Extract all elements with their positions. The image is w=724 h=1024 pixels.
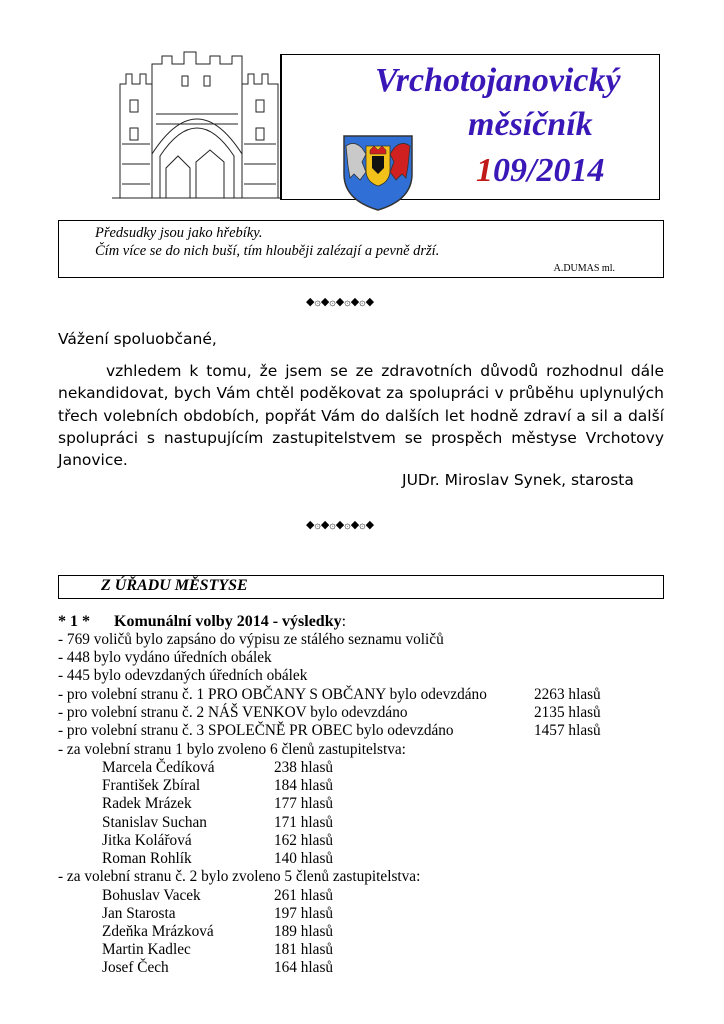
results-title-suffix: : <box>341 613 347 630</box>
item-number: * 1 * <box>58 613 90 630</box>
party-result-votes: 1457 hlasů <box>534 722 601 739</box>
quote-author: A.DUMAS ml. <box>553 263 615 274</box>
coat-of-arms-icon <box>340 132 416 212</box>
candidate-votes: 261 hlasů <box>274 887 334 904</box>
party-result-votes: 2263 hlasů <box>534 686 601 703</box>
results-heading <box>58 613 346 631</box>
quote-line-2: Čím více se do nich buší, tím hlouběji zalézají a pevně drží. <box>95 243 440 259</box>
letter-body: vzhledem k tomu, že jsem se ze zdravotních důvodů rozhodnul dále nekandidovat, bych Vám chtěl poděkovat za spolupráci v průběhu uplynulých třech volebních obdobích, popřát Vám do dalších let hodně zdraví a sil a další spolupráci s nastupujícím zastupitelstvem se prospěch městyse Vrchotovy Janovice. <box>58 362 664 470</box>
ornament-divider: ◆۞◆۞◆۞◆۞◆ <box>306 295 375 308</box>
candidate-votes: 197 hlasů <box>274 905 334 922</box>
issue-number <box>476 152 604 190</box>
list-item: - 769 voličů bylo zapsáno do výpisu ze stálého seznamu voličů <box>58 631 444 648</box>
candidate-name: Josef Čech <box>102 959 169 976</box>
letter-greeting: Vážení spoluobčané, <box>58 330 217 348</box>
candidate-votes: 184 hlasů <box>274 777 334 794</box>
party-result-votes: 2135 hlasů <box>534 704 601 721</box>
list-item: - 445 bylo odevzdaných úředních obálek <box>58 667 308 684</box>
results-title: Komunální volby 2014 - výsledky <box>114 613 342 630</box>
title-frame-left-border <box>280 54 282 200</box>
quote-line-1: Předsudky jsou jako hřebíky. <box>95 225 263 241</box>
candidate-name: Radek Mrázek <box>102 795 192 812</box>
candidate-name: Roman Rohlík <box>102 850 192 867</box>
candidate-votes: 140 hlasů <box>274 850 334 867</box>
castle-gate-illustration <box>112 44 282 204</box>
section-header <box>58 575 664 599</box>
candidate-votes: 171 hlasů <box>274 814 334 831</box>
candidate-votes: 177 hlasů <box>274 795 334 812</box>
ornament-divider: ◆۞◆۞◆۞◆۞◆ <box>306 518 375 531</box>
candidate-name: Stanislav Suchan <box>102 814 207 831</box>
candidate-name: Martin Kadlec <box>102 941 191 958</box>
newsletter-title-line1: Vrchotojanovický <box>375 62 621 99</box>
candidate-name: František Zbíral <box>102 777 201 794</box>
party-result-row <box>58 686 618 704</box>
issue-number-rest: 09/2014 <box>493 152 605 189</box>
issue-number-accent: 1 <box>476 152 493 189</box>
candidate-votes: 181 hlasů <box>274 941 334 958</box>
candidate-name: Bohuslav Vacek <box>102 887 201 904</box>
candidate-name: Zdeňka Mrázková <box>102 923 214 940</box>
list-item: - 448 bylo vydáno úředních obálek <box>58 649 272 666</box>
party-result-row <box>58 722 618 740</box>
party1-intro: - za volební stranu 1 bylo zvoleno 6 členů zastupitelstva: <box>58 741 406 758</box>
party-result-row <box>58 704 618 722</box>
candidate-votes: 238 hlasů <box>274 759 334 776</box>
quote-box <box>58 220 664 278</box>
party-result-text: - pro volební stranu č. 2 NÁŠ VENKOV bylo odevzdáno <box>58 704 408 721</box>
candidate-votes: 189 hlasů <box>274 923 334 940</box>
letter-signature: JUDr. Miroslav Synek, starosta <box>402 471 634 489</box>
party-result-text: - pro volební stranu č. 3 SPOLEČNĚ PR OBEC bylo odevzdáno <box>58 722 454 739</box>
candidate-name: Jitka Kolářová <box>102 832 192 849</box>
candidate-name: Marcela Čedíková <box>102 759 215 776</box>
candidate-votes: 164 hlasů <box>274 959 334 976</box>
newsletter-title-line2: měsíčník <box>468 106 593 143</box>
party2-intro: - za volební stranu č. 2 bylo zvoleno 5 členů zastupitelstva: <box>58 868 421 885</box>
candidate-votes: 162 hlasů <box>274 832 334 849</box>
candidate-name: Jan Starosta <box>102 905 176 922</box>
party-result-text: - pro volební stranu č. 1 PRO OBČANY S OBČANY bylo odevzdáno <box>58 686 487 703</box>
section-title: Z ÚŘADU MĚSTYSE <box>101 577 248 594</box>
